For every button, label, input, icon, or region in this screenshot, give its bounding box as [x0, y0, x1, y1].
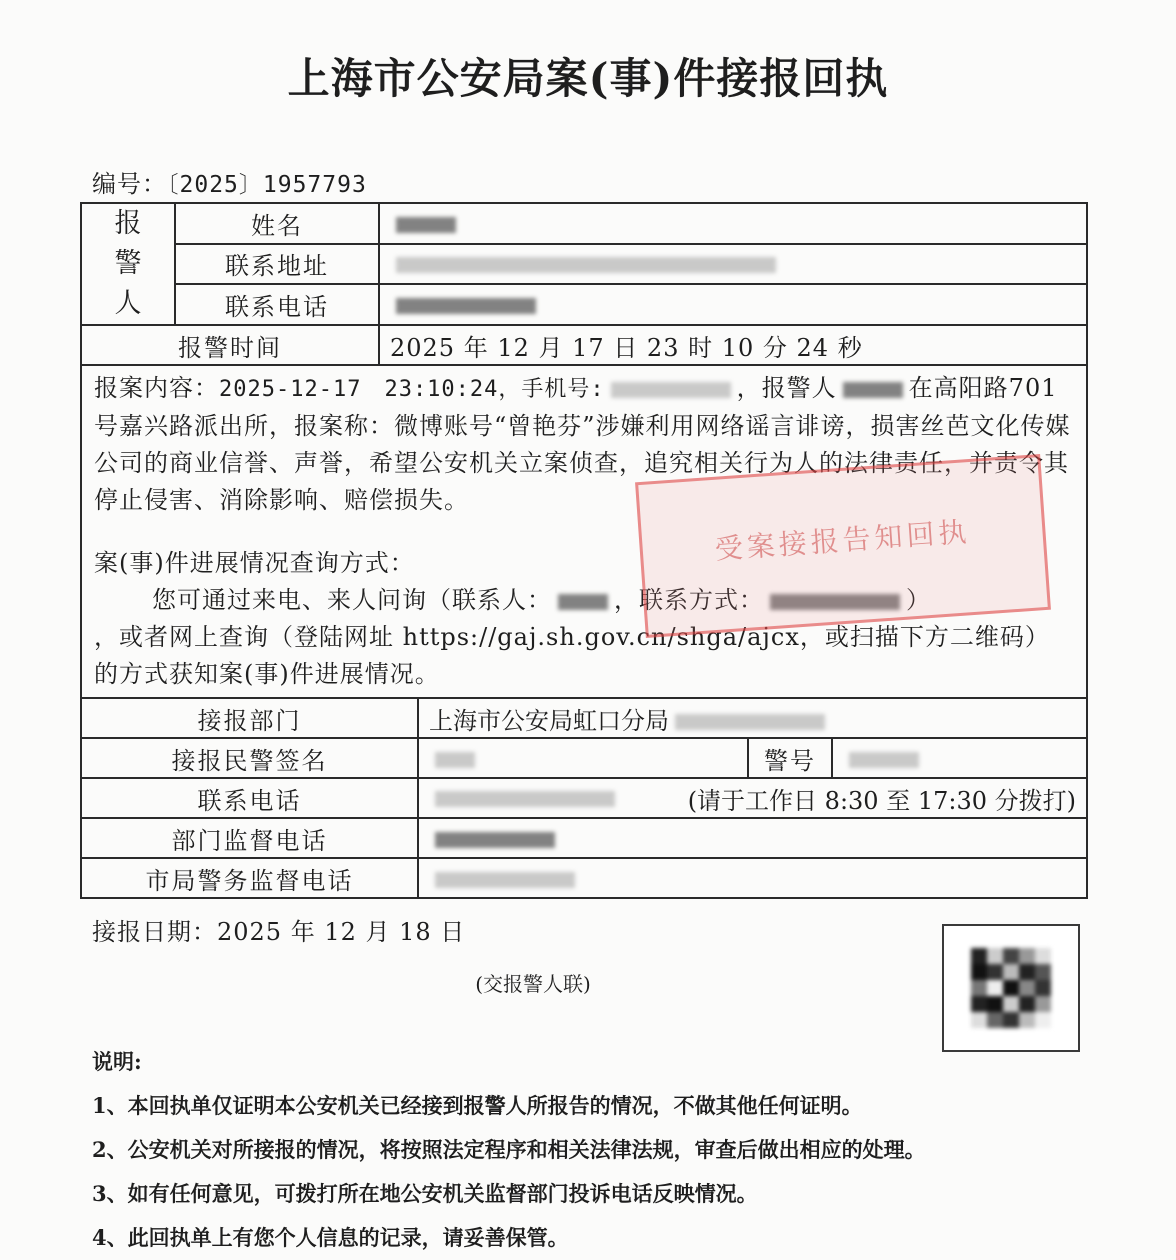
report-date: 接报日期：2025 年 12 月 18 日	[92, 918, 466, 946]
content-prefix: 报案内容：	[94, 374, 219, 402]
city-supervision-label: 市局警务监督电话	[81, 858, 418, 898]
reporter-group-label: 报 警 人	[81, 203, 175, 325]
copy-label: (交报警人联)	[475, 972, 591, 996]
name-value	[379, 203, 1087, 244]
report-time-label: 报警时间	[81, 325, 379, 365]
notes-item: 2、公安机关对所接报的情况，将按照法定程序和相关法律法规，审查后做出相应的处理。	[92, 1137, 926, 1162]
city-supervision-value	[418, 858, 1087, 898]
dept-supervision-value	[418, 818, 1087, 858]
query-line1-a: 您可通过来电、来人问询（联系人：	[152, 586, 552, 614]
officer-signature-label: 接报民警签名	[81, 738, 418, 778]
contact-phone-value	[418, 778, 1087, 818]
qr-code[interactable]	[942, 924, 1080, 1052]
page-title: 上海市公安局案(事)件接报回执	[287, 54, 889, 103]
name-label: 姓名	[175, 203, 379, 244]
serial-value: 〔2025〕1957793	[167, 172, 367, 198]
query-line2: ，或者网上查询（登陆网址 https://gaj.sh.gov.cn/shga/ajcx，或扫描下方二维码）的方式获知案(事)件进展情况。	[94, 623, 1050, 688]
contact-phone-label: 联系电话	[81, 778, 418, 818]
report-time-value: 2025 年 12 月 17 日 23 时 10 分 24 秒	[379, 325, 1087, 365]
query-title: 案(事)件进展情况查询方式：	[94, 549, 415, 577]
officer-signature-value	[418, 738, 748, 778]
badge-number-value	[832, 738, 1087, 778]
receipt-table	[80, 202, 1088, 899]
notes-item: 1、本回执单仅证明本公安机关已经接到报警人所报告的情况，不做其他任何证明。	[92, 1093, 863, 1118]
query-line1-c: ）	[906, 586, 931, 614]
notes-title: 说明:	[92, 1049, 142, 1074]
serial-label: 编号：	[92, 170, 167, 198]
badge-number-label: 警号	[748, 738, 832, 778]
notes-item: 3、如有任何意见，可拨打所在地公安机关监督部门投诉电话反映情况。	[92, 1181, 758, 1206]
address-value	[379, 244, 1087, 285]
report-content	[81, 365, 1087, 698]
department-label: 接报部门	[81, 698, 418, 738]
content-datetime: 2025-12-17 23:10:24，手机号:	[219, 377, 605, 402]
query-line1-b: ，联系方式：	[614, 586, 764, 614]
dept-supervision-label: 部门监督电话	[81, 818, 418, 858]
notes-list	[92, 1084, 926, 1260]
notes-item: 4、此回执单上有您个人信息的记录，请妥善保管。	[92, 1225, 569, 1250]
phone-value	[379, 284, 1087, 325]
notes	[92, 1040, 926, 1260]
address-label: 联系地址	[175, 244, 379, 285]
content-after-phone: ，报警人	[736, 374, 837, 402]
serial-number	[92, 164, 367, 199]
phone-label: 联系电话	[175, 284, 379, 325]
contact-phone-hours: (请于工作日 8:30 至 17:30 分拨打)	[687, 786, 1076, 815]
content-body: 在高阳路701号嘉兴路派出所，报案称：微博账号“曾艳芬”涉嫌利用网络谣言诽谤，损害丝芭文化传媒公司的商业信誉、声誉，希望公安机关立案侦查，追究相关行为人的法律责任，并责令其停止侵害、消除影响、赔偿损失。	[94, 374, 1071, 514]
department-value: 上海市公安局虹口分局	[418, 698, 1087, 738]
official-seal: 受案接报告知回执	[635, 454, 1051, 638]
qr-code-icon	[971, 948, 1051, 1028]
